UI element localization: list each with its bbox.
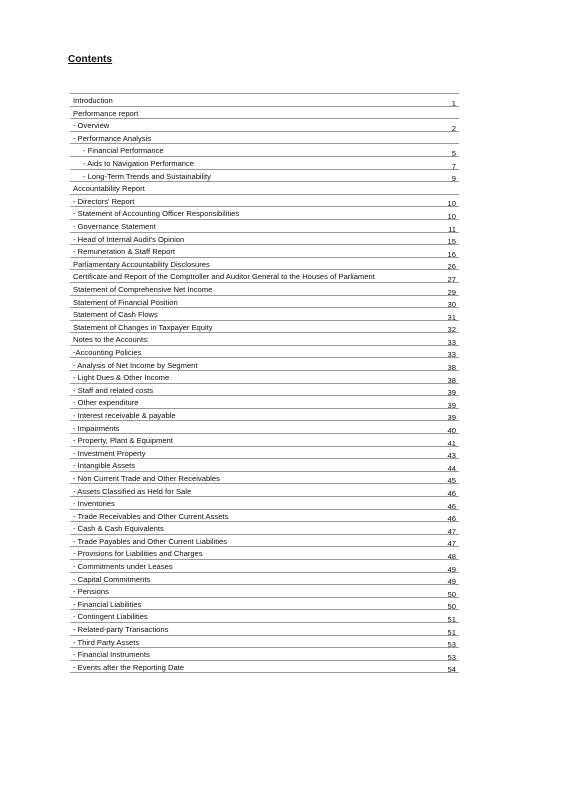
toc-entry-label: - Investment Property: [73, 448, 146, 458]
toc-page-number: 47: [447, 539, 456, 549]
toc-row: [70, 132, 459, 145]
toc-row: [70, 585, 459, 598]
toc-page-number: 26: [447, 262, 456, 272]
toc-entry-label: - Third Party Assets: [73, 637, 140, 647]
toc-page-number: 39: [447, 413, 456, 423]
toc-entry-label: - Directors' Report: [73, 196, 135, 206]
toc-row: [70, 648, 459, 661]
page-title: Contents: [68, 54, 113, 65]
toc-row: [70, 308, 459, 321]
toc-page-number: 30: [447, 300, 456, 310]
toc-row: [70, 396, 459, 409]
toc-row: [70, 170, 459, 183]
toc-page-number: 41: [447, 438, 456, 448]
toc-entry-label: Statement of Cash Flows: [73, 310, 158, 320]
toc-row: [70, 547, 459, 560]
toc-entry-label: - Head of Internal Audit's Opinion: [73, 234, 185, 244]
toc-page-number: 51: [447, 627, 456, 637]
toc-page-number: 53: [447, 652, 456, 662]
toc-row: [70, 472, 459, 485]
toc-row: [70, 119, 459, 132]
toc-entry-label: - Financial Performance: [83, 146, 164, 156]
toc-page-number: 38: [447, 375, 456, 385]
toc-entry-label: - Aids to Navigation Performance: [83, 159, 195, 169]
toc-page-number: 44: [447, 463, 456, 473]
toc-entry-label: - Capital Commitments: [73, 574, 151, 584]
toc-entry-label: Accountability Report: [73, 184, 145, 194]
toc-page-number: 2: [451, 123, 456, 133]
toc-page-number: 50: [447, 602, 456, 612]
toc-row: [70, 107, 459, 120]
toc-entry-label: - Contingent Liabilities: [73, 612, 148, 622]
toc-page-number: 16: [447, 249, 456, 259]
toc-page-number: 46: [447, 501, 456, 511]
toc-entry-label: - Overview: [73, 121, 110, 131]
toc-entry-label: - Property, Plant & Equipment: [73, 436, 173, 446]
toc-row: [70, 321, 459, 334]
toc-page-number: 53: [447, 640, 456, 650]
toc-entry-label: Certificate and Report of the Comptroller and Auditor General to the Houses of Parliament: [73, 272, 375, 282]
toc-row: [70, 459, 459, 472]
toc-row: [70, 144, 459, 157]
toc-row: [70, 573, 459, 586]
toc-page-number: 27: [447, 274, 456, 284]
toc-entry-label: Performance report: [73, 108, 139, 118]
toc-page-number: 49: [447, 577, 456, 587]
toc-row: [70, 560, 459, 573]
toc-entry-label: - Interest receivable & payable: [73, 410, 176, 420]
toc-entry-label: - Non Current Trade and Other Receivables: [73, 473, 220, 483]
toc-row: [70, 296, 459, 309]
toc-entry-label: - Pensions: [73, 587, 109, 597]
toc-entry-label: Statement of Financial Position: [73, 297, 178, 307]
toc-page-number: 46: [447, 489, 456, 498]
toc-entry-label: - Cash & Cash Equivalents: [73, 524, 164, 534]
toc-entry-label: - Performance Analysis: [73, 133, 152, 143]
toc-row: [70, 610, 459, 623]
toc-row: [70, 283, 459, 296]
contents-table: [70, 93, 459, 673]
toc-row: [70, 510, 459, 523]
toc-page-number: 40: [447, 426, 456, 436]
toc-row: [70, 333, 459, 346]
toc-entry-label: - Events after the Reporting Date: [73, 662, 185, 672]
toc-row: [70, 535, 459, 548]
toc-row: [70, 497, 459, 510]
toc-page-number: 33: [447, 337, 456, 347]
toc-row: [70, 270, 459, 283]
toc-entry-label: Notes to the Accounts:: [73, 335, 149, 345]
toc-entry-label: Statement of Comprehensive Net Income: [73, 285, 213, 294]
toc-row: [70, 598, 459, 611]
toc-page-number: 51: [447, 614, 456, 624]
toc-page-number: 46: [447, 514, 456, 524]
toc-entry-label: - Light Dues & Other Income: [73, 373, 170, 383]
toc-row: [70, 245, 459, 258]
toc-entry-label: - Trade Payables and Other Current Liabilities: [73, 536, 228, 546]
toc-page-number: 38: [447, 363, 456, 373]
toc-entry-label: - Financial Instruments: [73, 650, 150, 660]
toc-row: [70, 661, 459, 674]
toc-page-number: 39: [447, 400, 456, 410]
toc-page-number: 29: [447, 287, 456, 297]
toc-row: [70, 157, 459, 170]
toc-row: [70, 346, 459, 359]
toc-entry-label: - Trade Receivables and Other Current Assets: [73, 511, 229, 521]
toc-entry-label: - Commitments under Leases: [73, 562, 173, 572]
toc-row: [70, 636, 459, 649]
toc-page-number: 50: [447, 589, 456, 599]
toc-entry-label: - Intangible Assets: [73, 461, 136, 471]
toc-row: [70, 258, 459, 271]
toc-row: [70, 94, 459, 107]
toc-row: [70, 182, 459, 195]
toc-entry-label: Parliamentary Accountability Disclosures: [73, 259, 210, 269]
toc-entry-label: - Remuneration & Staff Report: [73, 247, 176, 257]
toc-entry-label: - Statement of Accounting Officer Responsibilities: [73, 209, 240, 219]
toc-entry-label: -Accounting Policies: [73, 347, 142, 357]
toc-entry-label: - Impairments: [73, 423, 120, 433]
toc-page-number: 7: [451, 161, 456, 171]
toc-row: [70, 371, 459, 384]
toc-page-number: 1: [451, 98, 456, 108]
toc-row: [70, 384, 459, 397]
toc-row: [70, 233, 459, 246]
toc-row: [70, 623, 459, 636]
toc-row: [70, 522, 459, 535]
toc-page-number: 10: [447, 199, 456, 209]
toc-page-number: 5: [451, 148, 456, 158]
toc-row: [70, 358, 459, 371]
toc-row: [70, 195, 459, 208]
toc-entry-label: - Long-Term Trends and Sustainability: [83, 171, 211, 181]
toc-row: [70, 447, 459, 460]
toc-entry-label: - Provisions for Liabilities and Charges: [73, 549, 203, 559]
toc-page-number: 31: [447, 312, 456, 322]
toc-entry-label: - Inventories: [73, 499, 115, 509]
toc-row: [70, 220, 459, 233]
toc-page-number: 49: [447, 564, 456, 574]
toc-row: [70, 434, 459, 447]
toc-page-number: 10: [447, 211, 456, 221]
toc-page-number: 48: [447, 551, 456, 561]
toc-entry-label: - Staff and related costs: [73, 385, 154, 395]
toc-entry-label: Statement of Changes in Taxpayer Equity: [73, 322, 213, 332]
toc-row: [70, 421, 459, 434]
toc-row: [70, 409, 459, 422]
toc-page-number: 54: [447, 665, 456, 675]
toc-entry-label: - Assets Classified as Held for Sale: [73, 486, 192, 496]
toc-entry-label: Introduction: [73, 96, 113, 106]
toc-page-number: 33: [447, 350, 456, 360]
toc-page-number: 39: [447, 388, 456, 398]
toc-row: [70, 484, 459, 497]
toc-entry-label: - Analysis of Net Income by Segment: [73, 360, 198, 370]
toc-entry-label: - Other expenditure: [73, 398, 139, 408]
toc-entry-label: - Governance Statement: [73, 222, 156, 232]
toc-entry-label: - Financial Liabilities: [73, 599, 142, 609]
toc-page-number: 11: [448, 224, 456, 234]
toc-entry-label: - Related-party Transactions: [73, 625, 169, 635]
toc-page-number: 15: [447, 237, 456, 247]
toc-page-number: 32: [447, 325, 456, 335]
toc-row: [70, 207, 459, 220]
toc-page-number: 9: [451, 174, 456, 184]
toc-page-number: 43: [447, 451, 456, 461]
toc-page-number: 47: [447, 526, 456, 536]
toc-page-number: 45: [447, 476, 456, 486]
